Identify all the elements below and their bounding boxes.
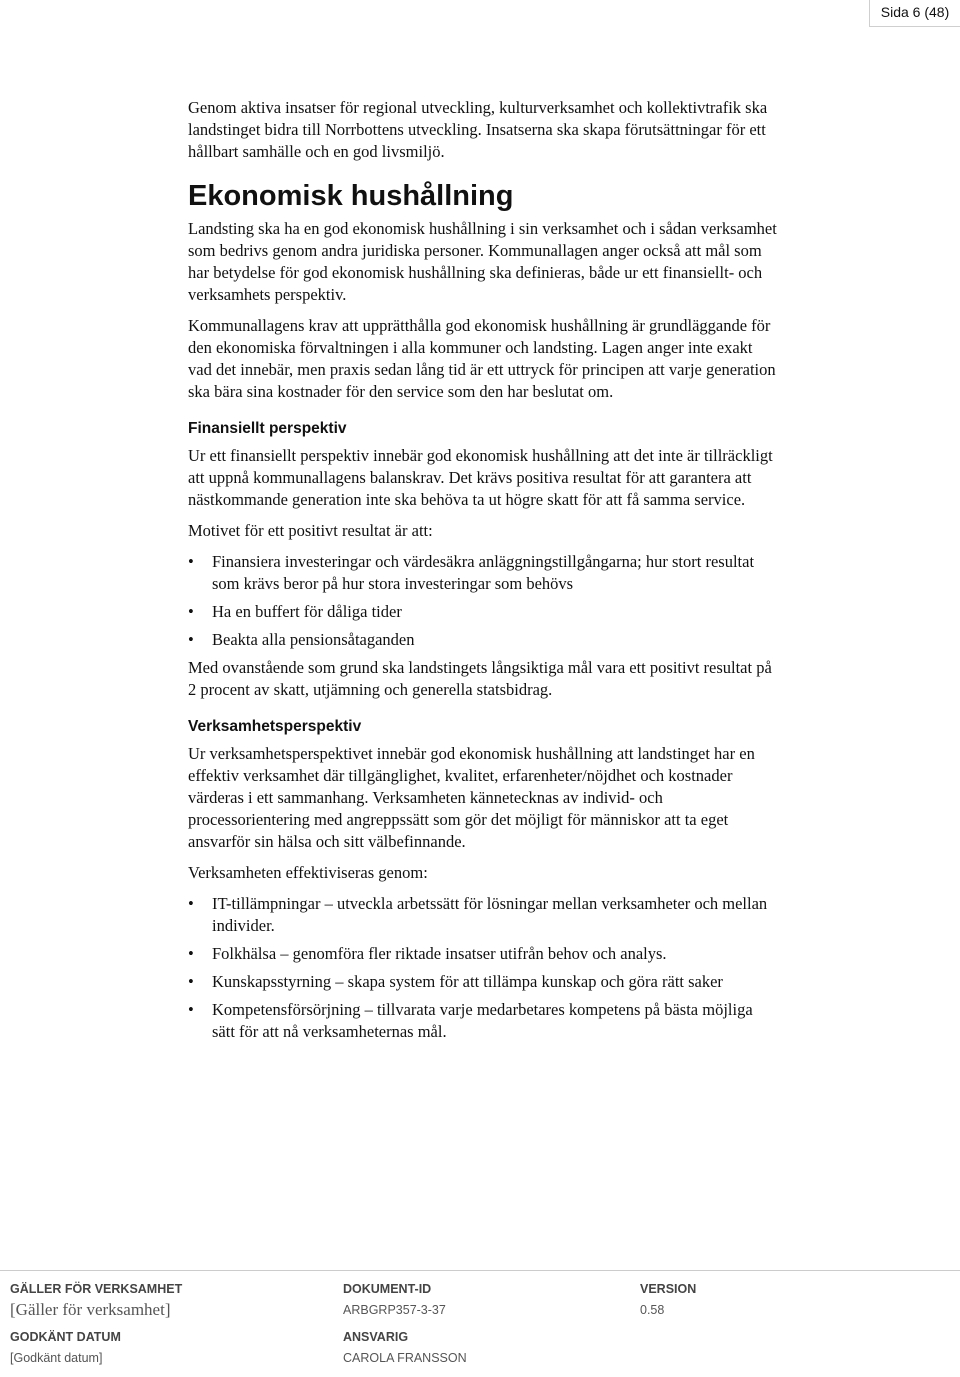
bullet-icon: • (188, 1000, 194, 1019)
list-item (188, 601, 778, 623)
verksamhet-paragraph: Ur verksamhetsperspektivet innebär god ekonomisk hushållning att landstinget har en effektiv verksamhet där tillgänglighet, kvalitet, erfarenheter/nöjdhet och kostnader värderas i ett sammanhang. Verksamheten kännetecknas av individ- och processorientering med angreppssätt som gör det möjligt för människor att ta eget ansvarför sin hälsa och sitt välbefinnande. (188, 744, 755, 851)
finansiellt-paragraph: Ur ett finansiellt perspektiv innebär god ekonomisk hushållning att det inte är tillräckligt att uppnå kommunallagens balanskrav. Det krävs positiva resultat för att garantera att nästkommande generation inte ska behöva ta ut högre skatt för att få samma service. (188, 446, 773, 509)
version-value: 0.58 (640, 1303, 665, 1317)
list-item-text: Beakta alla pensionsåtaganden (212, 630, 415, 649)
list-item (188, 893, 778, 937)
list-item-text: Kompetensförsörjning – tillvarata varje medarbetares kompetens på bästa möjliga sätt för att nå verksamheternas mål. (212, 1000, 753, 1041)
bullet-icon: • (188, 602, 194, 621)
document-footer (0, 1270, 960, 1367)
footer-column-verksamhet (10, 1281, 182, 1377)
bullet-icon: • (188, 894, 194, 913)
finansiellt-closing: Med ovanstående som grund ska landstingets långsiktiga mål vara ett positivt resultat på 2 procent av skatt, utjämning och generella statsbidrag. (188, 658, 772, 699)
bullet-icon: • (188, 972, 194, 991)
intro-paragraph: Genom aktiva insatser för regional utveckling, kulturverksamhet och kollektivtrafik ska landstinget bidra till Norrbottens utveckling. Insatserna ska skapa förutsättningar för ett hållbart samhälle och en god livsmiljö. (188, 98, 768, 161)
godkant-label: GODKÄNT DATUM (10, 1330, 121, 1344)
dokument-label: DOKUMENT-ID (343, 1282, 432, 1296)
list-item-text: IT-tillämpningar – utveckla arbetssätt för lösningar mellan verksamheter och mellan individer. (212, 894, 768, 935)
section-paragraph-1: Landsting ska ha en god ekonomisk hushållning i sin verksamhet och i sådan verksamhet som bedrivs genom andra juridiska personer. Kommunallagen anger också att mål som har betydelse för god ekonomisk hushållning ska definieras, både ur ett finansiellt- och verksamhets perspektiv. (188, 219, 777, 304)
list-item-text: Finansiera investeringar och värdesäkra anläggningstillgångarna; hur stort resultat som krävs beror på hur stora investeringar som behövs (212, 552, 755, 593)
bullet-icon: • (188, 944, 194, 963)
list-item-text: Kunskapsstyrning – skapa system för att tillämpa kunskap och göra rätt saker (212, 972, 723, 991)
bullet-icon: • (188, 630, 194, 649)
galler-label: GÄLLER FÖR VERKSAMHET (10, 1282, 183, 1296)
list-item (188, 999, 778, 1043)
list-item (188, 971, 778, 993)
finansiellt-lead: Motivet för ett positivt resultat är att: (188, 521, 433, 540)
finansiellt-list (188, 551, 778, 651)
finansiellt-heading: Finansiellt perspektiv (188, 420, 347, 437)
list-item (188, 551, 778, 595)
verksamhet-lead: Verksamheten effektiviseras genom: (188, 863, 428, 882)
list-item-text: Folkhälsa – genomföra fler riktade insatser utifrån behov och analys. (212, 944, 667, 963)
list-item (188, 629, 778, 651)
document-body (188, 97, 778, 1049)
ansvarig-value: CAROLA FRANSSON (343, 1351, 467, 1365)
page-number: Sida 6 (48) (869, 0, 960, 27)
bullet-icon: • (188, 552, 194, 571)
godkant-value: [Godkänt datum] (10, 1351, 103, 1365)
galler-value: [Gäller för verksamhet] (10, 1300, 171, 1319)
footer-column-dokument (343, 1281, 467, 1377)
list-item (188, 943, 778, 965)
dokument-value: ARBGRP357-3-37 (343, 1303, 446, 1317)
ansvarig-label: ANSVARIG (343, 1330, 409, 1344)
section-paragraph-2: Kommunallagens krav att upprätthålla god ekonomisk hushållning är grundläggande för den ekonomiska förvaltningen i alla kommuner och landsting. Lagen anger inte exakt vad det innebär, men praxis sedan lång tid är ett uttryck för principen att varje generation ska bära sina kostnader för den service som den har beslutat om. (188, 316, 776, 401)
verksamhet-list (188, 893, 778, 1043)
version-label: VERSION (640, 1282, 697, 1296)
list-item-text: Ha en buffert för dåliga tider (212, 602, 402, 621)
footer-column-version (640, 1281, 696, 1329)
section-heading: Ekonomisk hushållning (188, 180, 514, 212)
verksamhet-heading: Verksamhetsperspektiv (188, 718, 362, 735)
